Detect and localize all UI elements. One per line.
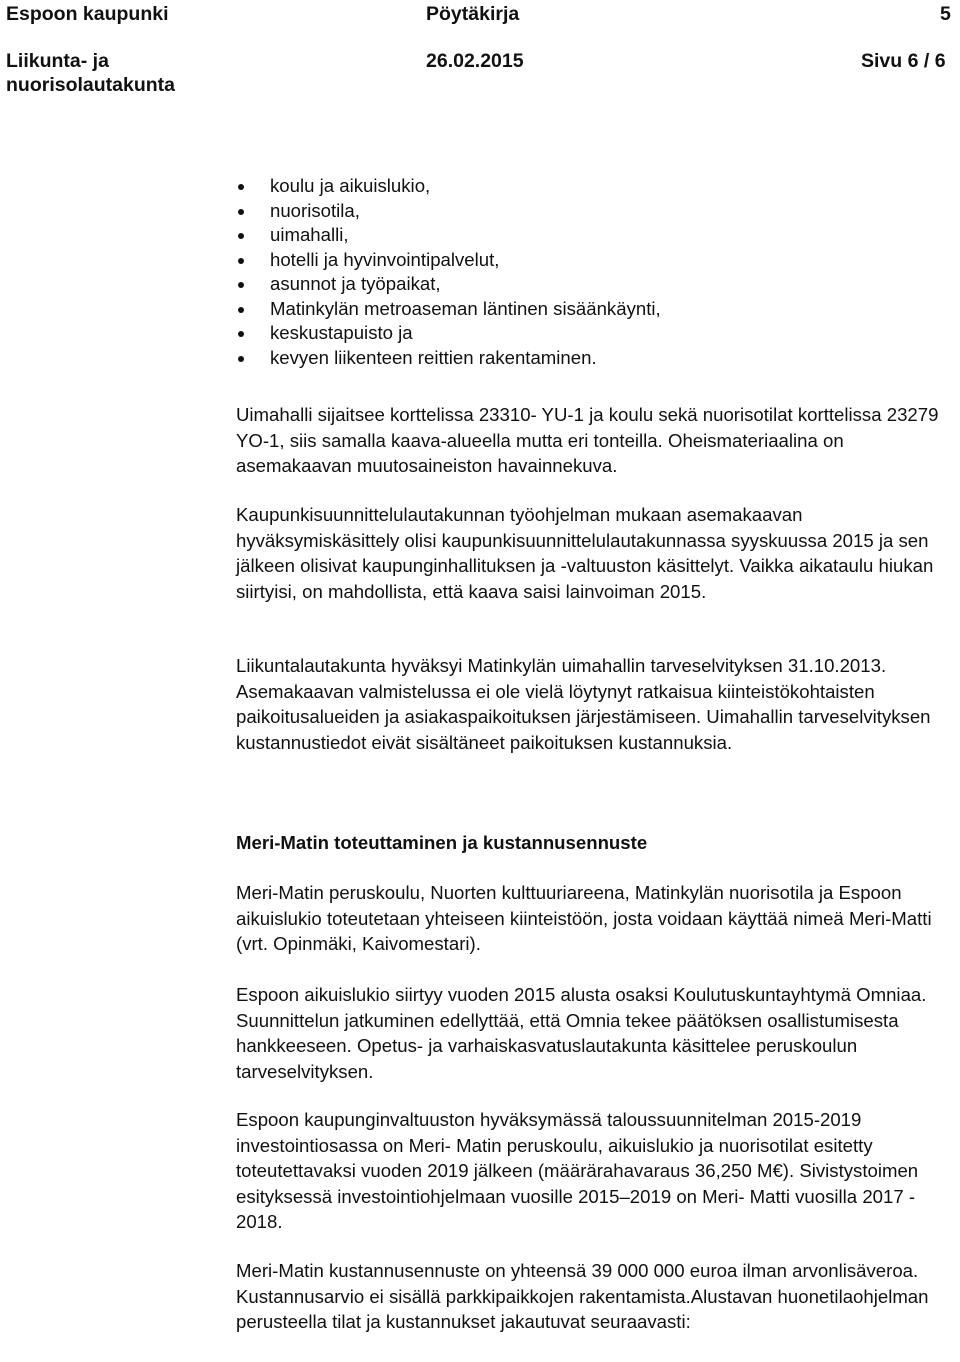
paragraph-omnia: Espoon aikuislukio siirtyy vuoden 2015 alusta osaksi Koulutuskuntayhtymä Omniaa. Suunnittelun jatkuminen edellyttää, että Omnia tekee päätöksen osallistumisesta hankkeeseen. Opetus- ja varhaiskasvatuslautakunta käsittelee peruskoulun tarveselvityksen. [236, 984, 927, 1082]
list-item: hotelli ja hyvinvointipalvelut, [236, 248, 661, 273]
committee-name-line1: Liikunta- ja [6, 50, 109, 72]
list-item: Matinkylän metroaseman läntinen sisäänkäynti, [236, 297, 661, 322]
list-item: asunnot ja työpaikat, [236, 272, 661, 297]
list-item: uimahalli, [236, 223, 661, 248]
list-item: keskustapuisto ja [236, 321, 661, 346]
paragraph-location: Uimahalli sijaitsee korttelissa 23310- YU-1 ja koulu sekä nuorisotilat korttelissa 23279 YO-1, siis samalla kaava-alueella mutta eri tonteilla. Oheismateriaalina on asemakaavan muutosaineiston havainnekuva. [236, 404, 939, 477]
paragraph-meri-matti: Meri-Matin peruskoulu, Nuorten kulttuuriareena, Matinkylän nuorisotila ja Espoon aikuislukio toteutetaan yhteiseen kiinteistöön, josta voidaan käyttää nimeä Meri-Matti (vrt. Opinmäki, Kaivomestari). [236, 882, 932, 955]
document-number: 5 [940, 3, 951, 25]
organization-name: Espoon kaupunki [6, 3, 169, 25]
paragraph-cost-estimate: Meri-Matin kustannusennuste on yhteensä 39 000 000 euroa ilman arvonlisäveroa. Kustannusarvio ei sisällä parkkipaikkojen rakentamista.Alustavan huonetilaohjelman perusteella tilat ja kustannukset jakautuvat seuraavasti: [236, 1260, 929, 1333]
paragraph-needs-assessment: Liikuntalautakunta hyväksyi Matinkylän uimahallin tarveselvityksen 31.10.2013. Asemakaavan valmistelussa ei ole vielä löytynyt ratkaisua kiinteistökohtaisten paikoitusalueiden ja asiakaspaikoituksen järjestämiseen. Uimahallin tarveselvityksen kustannustiedot eivät sisältäneet paikoituksen kustannuksia. [236, 655, 931, 753]
bullet-icon [238, 356, 244, 362]
bullet-icon [238, 209, 244, 215]
paragraph-schedule: Kaupunkisuunnittelulautakunnan työohjelman mukaan asemakaavan hyväksymiskäsittely olisi kaupunkisuunnittelulautakunnassa syyskuussa 2015 ja sen jälkeen olisivat kaupunginhallituksen ja -valtuuston käsittelyt. Vaikka aikataulu hiukan siirtyisi, on mahdollista, että kaava saisi lainvoiman 2015. [236, 504, 934, 602]
bullet-icon [238, 184, 244, 190]
bullet-icon [238, 258, 244, 264]
committee-name-line2: nuorisolautakunta [6, 74, 176, 96]
bullet-icon [238, 233, 244, 239]
list-item: kevyen liikenteen reittien rakentaminen. [236, 346, 661, 371]
list-item: nuorisotila, [236, 199, 661, 224]
document-type: Pöytäkirja [426, 3, 520, 25]
bullet-icon [238, 282, 244, 288]
bullet-icon [238, 307, 244, 313]
meeting-date: 26.02.2015 [426, 50, 524, 72]
list-item: koulu ja aikuislukio, [236, 174, 661, 199]
facility-list [236, 174, 661, 370]
paragraph-investment: Espoon kaupunginvaltuuston hyväksymässä taloussuunnitelman 2015-2019 investointiosassa on Meri- Matin peruskoulu, aikuislukio ja nuorisotilat esitetty toteutettavaksi vuoden 2019 jälkeen (määrärahavaraus 36,250 M€). Sivistystoimen esityksessä investointiohjelmaan vuosille 2015–2019 on Meri- Matti vuosilla 2017 - 2018. [236, 1109, 919, 1233]
bullet-icon [238, 331, 244, 337]
section-heading: Meri-Matin toteuttaminen ja kustannusennuste [236, 832, 648, 853]
page-indicator: Sivu 6 / 6 [861, 50, 946, 72]
